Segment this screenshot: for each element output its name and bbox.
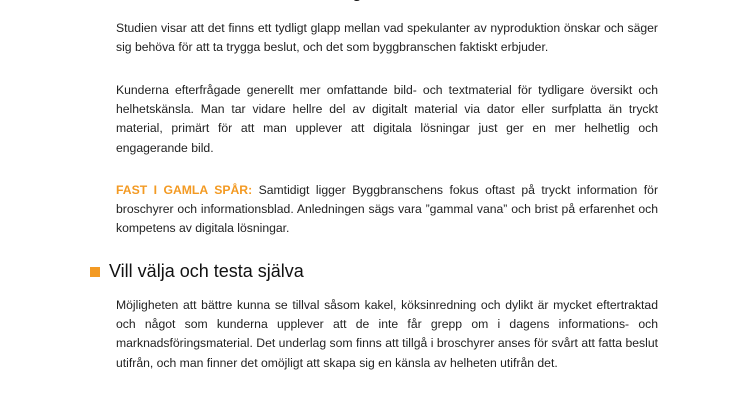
cut-off-heading-fragment — [352, 0, 392, 2]
paragraph-old-tracks-body: Samtidigt ligger Byggbranschens fokus oftast på tryckt information för broschyrer och informationsblad. Anledningen sägs vara ”gammal vana” och brist på erfarenhet och kompetens av digitala lösningar. — [116, 183, 658, 236]
paragraph-old-tracks — [116, 181, 658, 239]
section-heading-text: Vill välja och testa själva — [109, 261, 304, 281]
paragraph-options-visibility: Möjligheten att bättre kunna se tillval såsom kakel, köksinredning och dylikt är mycket eftertraktad och något som kunderna upplever att de inte får grepp om i dagens informations- och marknadsföringsmaterial. Det underlag som finns att tillgå i broschyrer anses för svårt att fatta beslut utifrån, och man finner det omöjligt att skapa sig en känsla av helheten utifrån det. — [116, 298, 658, 370]
paragraph-customer-demand: Kunderna efterfrågade generellt mer omfattande bild- och textmaterial för tydligare översikt och helhetskänsla. Man tar vidare hellre del av digitalt material via dator eller surfplatta än tryckt material, primärt för att man upplever att digitala lösningar just ger en mer helhetlig och engagerande bild. — [116, 83, 658, 155]
section-heading — [90, 261, 304, 282]
paragraph-lead-label: FAST I GAMLA SPÅR: — [116, 183, 253, 197]
square-bullet-icon — [90, 267, 100, 277]
paragraph-study-gap: Studien visar att det finns ett tydligt glapp mellan vad spekulanter av nyproduktion önskar och säger sig behöva för att ta trygga beslut, och det som byggbranschen faktiskt erbjuder. — [116, 21, 658, 55]
